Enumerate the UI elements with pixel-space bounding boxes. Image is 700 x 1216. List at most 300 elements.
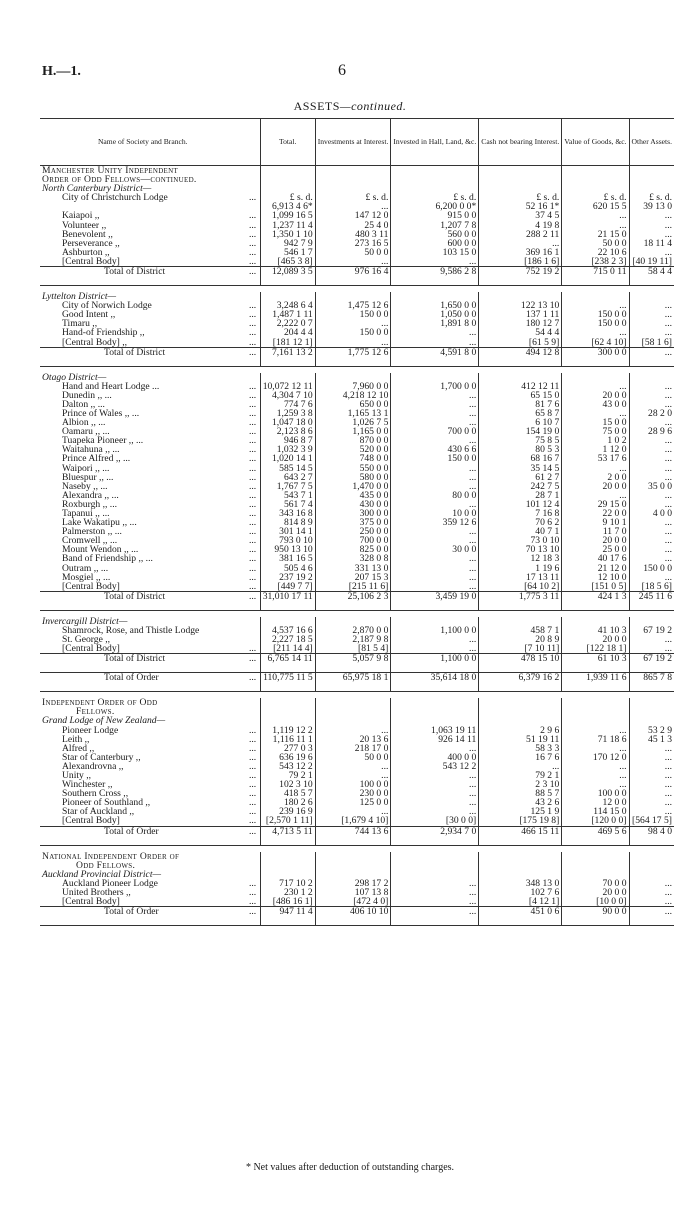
investments-cell: ... — [315, 338, 391, 348]
total-row — [40, 267, 674, 286]
invested-hall-cell — [391, 166, 479, 176]
cash-cell: 37 4 5 — [479, 211, 562, 220]
cash-cell: 125 1 9 — [479, 807, 562, 816]
investments-cell: 976 16 4 — [315, 267, 391, 286]
goods-cell: ... — [562, 328, 629, 337]
total-cell: 717 10 2 — [260, 879, 315, 888]
investments-cell: 65,975 18 1 — [315, 673, 391, 692]
branch-name: Bluespur ,, ... — [62, 471, 114, 483]
branch-name: Unity ,, — [62, 769, 92, 781]
total-row — [40, 347, 674, 366]
investments-cell — [315, 707, 391, 716]
invested-hall-cell: 80 0 0 — [391, 491, 479, 500]
invested-hall-cell: ... — [391, 464, 479, 473]
goods-cell: 715 0 11 — [562, 267, 629, 286]
cash-cell — [479, 698, 562, 707]
branch-name: Tapanui ,, ... — [62, 508, 110, 519]
branch-name: Band of Friendship ,, ... — [62, 553, 153, 565]
other-assets-cell: 18 11 4 — [629, 239, 674, 248]
leader-dots: ... — [246, 826, 261, 845]
investments-cell: ... — [315, 726, 391, 735]
cash-cell: [61 5 9] — [479, 338, 562, 348]
total-cell: [449 7 7] — [260, 582, 315, 592]
invested-hall-cell: ... — [391, 338, 479, 348]
total-cell: 942 7 9 — [260, 239, 315, 248]
total-cell: £ s. d. — [260, 193, 315, 202]
cash-cell: 478 15 10 — [479, 654, 562, 673]
other-assets-cell: ... — [629, 248, 674, 257]
total-cell: [486 16 1] — [260, 897, 315, 907]
goods-cell: ... — [562, 726, 629, 735]
goods-cell: 170 12 0 — [562, 753, 629, 762]
goods-cell: 61 10 3 — [562, 654, 629, 673]
branch-name: [Central Body] — [62, 580, 120, 592]
investments-cell: 1,470 0 0 — [315, 482, 391, 491]
total-cell: 4,537 16 6 — [260, 626, 315, 635]
investments-cell: 100 0 0 — [315, 780, 391, 789]
other-assets-cell: 98 4 0 — [629, 826, 674, 845]
goods-cell: 43 0 0 — [562, 400, 629, 409]
leader-dots: ... — [249, 751, 257, 763]
investments-cell: 218 17 0 — [315, 744, 391, 753]
branch-name: Dalton ,, ... — [62, 398, 105, 410]
other-assets-cell: [40 19 11] — [629, 257, 674, 267]
leader-dots: ... — [249, 489, 257, 501]
total-cell: 585 14 5 — [260, 464, 315, 473]
cash-cell: 70 6 2 — [479, 518, 562, 527]
leader-dots: ... — [249, 724, 257, 736]
investments-cell: 150 0 0 — [315, 328, 391, 337]
goods-cell: ... — [562, 744, 629, 753]
assets-table — [40, 118, 674, 926]
goods-cell: 70 0 0 — [562, 879, 629, 888]
invested-hall-cell: 35,614 18 0 — [391, 673, 479, 692]
invested-hall-cell: ... — [391, 807, 479, 816]
leader-dots: ... — [249, 228, 257, 240]
leader-dots: ... — [249, 453, 257, 465]
cash-cell — [479, 861, 562, 870]
column-header-goods: Value of Goods, &c. — [562, 119, 629, 166]
invested-hall-cell: ... — [391, 482, 479, 491]
invested-hall-cell: 543 12 2 — [391, 762, 479, 771]
table-row — [40, 328, 674, 337]
investments-cell: 1,475 12 6 — [315, 301, 391, 310]
investments-cell — [315, 698, 391, 707]
branch-name: Total of Order — [40, 907, 246, 926]
invested-hall-cell: ... — [391, 798, 479, 807]
goods-cell: 9 10 1 — [562, 518, 629, 527]
branch-name: Cromwell ,, ... — [62, 535, 118, 547]
cash-cell — [479, 707, 562, 716]
leader-dots: ... — [249, 327, 257, 339]
investments-cell: 700 0 0 — [315, 536, 391, 545]
other-assets-cell: 45 1 3 — [629, 735, 674, 744]
other-assets-cell: ... — [629, 464, 674, 473]
cash-cell: 73 0 10 — [479, 536, 562, 545]
table-row — [40, 771, 674, 780]
column-header-investments: Investments at Interest. — [315, 119, 391, 166]
other-assets-cell: ... — [629, 491, 674, 500]
other-assets-cell: ... — [629, 454, 674, 463]
total-cell: 505 4 6 — [260, 564, 315, 573]
invested-hall-cell: ... — [391, 582, 479, 592]
investments-cell: 825 0 0 — [315, 545, 391, 554]
branch-name: Tuapeka Pioneer ,, ... — [62, 435, 144, 447]
cash-cell: [186 1 6] — [479, 257, 562, 267]
total-cell: 1,119 12 2 — [260, 726, 315, 735]
other-assets-cell: ... — [629, 762, 674, 771]
leader-dots: ... — [249, 336, 257, 348]
investments-cell: 870 0 0 — [315, 436, 391, 445]
leader-dots: ... — [249, 896, 257, 907]
total-cell: 102 3 10 — [260, 780, 315, 789]
total-cell: 3,248 6 4 — [260, 301, 315, 310]
table-row — [40, 391, 674, 400]
other-assets-cell — [629, 698, 674, 707]
other-assets-cell — [629, 707, 674, 716]
total-cell — [260, 707, 315, 716]
table-body — [40, 166, 674, 926]
invested-hall-cell: 400 0 0 — [391, 753, 479, 762]
investments-cell: 150 0 0 — [315, 310, 391, 319]
investments-cell: 480 3 11 — [315, 230, 391, 239]
invested-hall-cell: ... — [391, 436, 479, 445]
cash-cell: 6,379 16 2 — [479, 673, 562, 692]
branch-name: Total of District — [40, 654, 246, 673]
invested-hall-cell: ... — [391, 527, 479, 536]
leader-dots: ... — [246, 673, 261, 692]
branch-name: Star of Auckland ,, — [62, 806, 135, 818]
table-row — [40, 445, 674, 454]
other-assets-cell: ... — [629, 301, 674, 310]
leader-dots: ... — [249, 877, 257, 889]
goods-cell: 29 15 0 — [562, 500, 629, 509]
investments-cell: 580 0 0 — [315, 473, 391, 482]
cash-cell: 2 9 6 — [479, 726, 562, 735]
goods-cell: [10 0 0] — [562, 897, 629, 907]
title-main: ASSETS — [293, 99, 340, 113]
total-cell: 204 4 4 — [260, 328, 315, 337]
invested-hall-cell: 600 0 0 — [391, 239, 479, 248]
other-assets-cell: [564 17 5] — [629, 816, 674, 826]
cash-cell: 16 7 6 — [479, 753, 562, 762]
table-row — [40, 248, 674, 257]
leader-dots: ... — [249, 471, 257, 483]
investments-cell: 1,165 13 1 — [315, 409, 391, 418]
other-assets-cell: 4 0 0 — [629, 509, 674, 518]
invested-hall-cell: 700 0 0 — [391, 427, 479, 436]
other-assets-cell: [58 1 6] — [629, 338, 674, 348]
invested-hall-cell: 2,934 7 0 — [391, 826, 479, 845]
investments-cell: 147 12 0 — [315, 211, 391, 220]
branch-name: Alexandra ,, ... — [62, 489, 119, 501]
other-assets-cell: ... — [629, 744, 674, 753]
cash-cell: 102 7 6 — [479, 888, 562, 897]
invested-hall-cell: 6,200 0 0* — [391, 202, 479, 211]
invested-hall-cell: ... — [391, 536, 479, 545]
cash-cell: 52 16 1* — [479, 202, 562, 211]
goods-cell: 40 17 6 — [562, 554, 629, 563]
goods-cell: £ s. d. — [562, 193, 629, 202]
cash-cell: 81 7 6 — [479, 400, 562, 409]
other-assets-cell: ... — [629, 319, 674, 328]
leader-dots: ... — [249, 815, 257, 827]
leader-dots: ... — [249, 806, 257, 818]
investments-cell: [472 4 0] — [315, 897, 391, 907]
goods-cell: 90 0 0 — [562, 907, 629, 926]
invested-hall-cell: ... — [391, 879, 479, 888]
other-assets-cell: ... — [629, 328, 674, 337]
total-cell — [260, 175, 315, 184]
branch-name: Dunedin ,, ... — [62, 389, 112, 401]
title-suffix: —continued. — [339, 99, 407, 113]
leader-dots: ... — [249, 462, 257, 474]
total-cell: 546 1 7 — [260, 248, 315, 257]
total-cell: 774 7 6 — [260, 400, 315, 409]
branch-name: [Central Body] — [62, 815, 120, 827]
cash-cell: 58 3 3 — [479, 744, 562, 753]
total-cell: [181 12 1] — [260, 338, 315, 348]
cash-cell: 65 8 7 — [479, 409, 562, 418]
leader-dots: ... — [249, 571, 257, 583]
invested-hall-cell: [30 0 0] — [391, 816, 479, 826]
leader-dots: ... — [249, 553, 257, 565]
table-row — [40, 301, 674, 310]
total-cell: 7,161 13 2 — [260, 347, 315, 366]
goods-cell: 150 0 0 — [562, 310, 629, 319]
other-assets-cell: 39 13 0 — [629, 202, 674, 211]
branch-name: Roxburgh ,, ... — [62, 498, 117, 510]
branch-name: Manchester Unity Independent — [42, 165, 179, 176]
total-row — [40, 591, 674, 610]
goods-cell: [238 2 3] — [562, 257, 629, 267]
cash-cell: [7 10 11] — [479, 644, 562, 654]
goods-cell: 41 10 3 — [562, 626, 629, 635]
leader-dots: ... — [249, 886, 257, 898]
branch-name: Invercargill District— — [42, 615, 128, 627]
total-cell — [260, 166, 315, 176]
branch-name: Lake Wakatipu ,, ... — [62, 517, 137, 529]
goods-cell: 21 12 0 — [562, 564, 629, 573]
leader-dots: ... — [246, 267, 261, 286]
branch-name: Southern Cross ,, — [62, 788, 129, 800]
goods-cell: 469 5 6 — [562, 826, 629, 845]
total-row — [40, 654, 674, 673]
branch-name: Kaiapoi ,, — [62, 210, 100, 222]
table-row — [40, 780, 674, 789]
goods-cell: 12 0 0 — [562, 798, 629, 807]
goods-cell: 75 0 0 — [562, 427, 629, 436]
total-cell: 1,116 11 1 — [260, 735, 315, 744]
invested-hall-cell: 1,650 0 0 — [391, 301, 479, 310]
goods-cell: [151 0 5] — [562, 582, 629, 592]
branch-name: Ashburton ,, — [62, 246, 110, 258]
total-cell: 230 1 2 — [260, 888, 315, 897]
other-assets-cell: ... — [629, 473, 674, 482]
goods-cell: ... — [562, 409, 629, 418]
other-assets-cell: ... — [629, 445, 674, 454]
total-cell: 301 14 1 — [260, 527, 315, 536]
invested-hall-cell: 359 12 6 — [391, 518, 479, 527]
other-assets-cell: ... — [629, 221, 674, 230]
leader-dots — [246, 852, 261, 861]
column-header-total: Total. — [260, 119, 315, 166]
goods-cell: ... — [562, 211, 629, 220]
total-cell: 950 13 10 — [260, 545, 315, 554]
leader-dots: ... — [249, 562, 257, 574]
goods-cell: ... — [562, 771, 629, 780]
total-cell: 1,099 16 5 — [260, 211, 315, 220]
total-cell: 1,487 1 11 — [260, 310, 315, 319]
goods-cell: 1 0 2 — [562, 436, 629, 445]
cash-cell: 180 12 7 — [479, 319, 562, 328]
total-cell: 1,350 1 10 — [260, 230, 315, 239]
goods-cell: [62 4 10] — [562, 338, 629, 348]
investments-cell: 300 0 0 — [315, 509, 391, 518]
other-assets-cell: ... — [629, 230, 674, 239]
goods-cell: 1,939 11 6 — [562, 673, 629, 692]
leader-dots: ... — [249, 733, 257, 745]
invested-hall-cell: 150 0 0 — [391, 454, 479, 463]
branch-name: Naseby ,, ... — [62, 480, 108, 492]
invested-hall-cell — [391, 852, 479, 861]
investments-cell: ... — [315, 257, 391, 267]
invested-hall-cell: 3,459 19 0 — [391, 591, 479, 610]
other-assets-cell: 28 2 0 — [629, 409, 674, 418]
investments-cell: 2,870 0 0 — [315, 626, 391, 635]
total-cell: 31,010 17 11 — [260, 591, 315, 610]
table-row — [40, 482, 674, 491]
cash-cell: 65 15 0 — [479, 391, 562, 400]
other-assets-cell: 53 2 9 — [629, 726, 674, 735]
branch-name: Winchester ,, — [62, 779, 113, 791]
branch-name: Leith ,, — [62, 733, 90, 745]
invested-hall-cell: 1,891 8 0 — [391, 319, 479, 328]
investments-cell: 2,187 9 8 — [315, 635, 391, 644]
branch-name: Hand and Heart Lodge ... — [62, 380, 160, 392]
invested-hall-cell: 4,591 8 0 — [391, 347, 479, 366]
leader-dots: ... — [246, 907, 261, 926]
invested-hall-cell: ... — [391, 554, 479, 563]
leader-dots: ... — [249, 309, 257, 321]
other-assets-cell: ... — [629, 418, 674, 427]
cash-cell: 80 5 3 — [479, 445, 562, 454]
branch-name: North Canterbury District— — [42, 183, 152, 195]
branch-name: Order of Odd Fellows—continued. — [42, 174, 197, 186]
goods-cell: 620 15 5 — [562, 202, 629, 211]
cash-cell: ... — [479, 239, 562, 248]
other-assets-cell: ... — [629, 545, 674, 554]
goods-cell: 22 10 6 — [562, 248, 629, 257]
table-row — [40, 454, 674, 463]
leader-dots: ... — [249, 318, 257, 330]
goods-cell: 20 0 0 — [562, 635, 629, 644]
table-row — [40, 310, 674, 319]
invested-hall-cell — [391, 175, 479, 184]
other-assets-cell — [629, 852, 674, 861]
leader-dots — [246, 861, 261, 870]
cash-cell: 752 19 2 — [479, 267, 562, 286]
cash-cell: 1,775 3 11 — [479, 591, 562, 610]
other-assets-cell: ... — [629, 536, 674, 545]
table-row — [40, 464, 674, 473]
branch-name: Total of Order — [40, 826, 246, 845]
other-assets-cell: ... — [629, 888, 674, 897]
cash-cell: 122 13 10 — [479, 301, 562, 310]
invested-hall-cell: ... — [391, 400, 479, 409]
branch-name: City of Christchurch Lodge — [62, 192, 168, 204]
investments-cell: 107 13 8 — [315, 888, 391, 897]
leader-dots: ... — [249, 788, 257, 800]
leader-dots: ... — [246, 654, 261, 673]
cash-cell: 6 10 7 — [479, 418, 562, 427]
goods-cell: 11 7 0 — [562, 527, 629, 536]
other-assets-cell: 58 4 4 — [629, 267, 674, 286]
table-row — [40, 762, 674, 771]
branch-name: Waipori ,, ... — [62, 462, 110, 474]
column-header-other: Other Assets. — [629, 119, 674, 166]
goods-cell: ... — [562, 382, 629, 391]
other-assets-cell: ... — [629, 879, 674, 888]
branch-name: Total of District — [40, 591, 246, 610]
goods-cell: 150 0 0 — [562, 319, 629, 328]
district-heading-row — [40, 716, 674, 725]
investments-cell — [315, 852, 391, 861]
invested-hall-cell: 1,063 19 11 — [391, 726, 479, 735]
page-number: 6 — [338, 62, 346, 79]
leader-dots: ... — [249, 426, 257, 438]
branch-name: St. George ,, — [62, 634, 111, 646]
branch-name: Prince of Wales ,, ... — [62, 407, 140, 419]
table-header-row — [40, 119, 674, 166]
other-assets-cell: ... — [629, 798, 674, 807]
branch-name: Albion ,, ... — [62, 417, 106, 429]
investments-cell: 4,218 12 10 — [315, 391, 391, 400]
other-assets-cell: ... — [629, 391, 674, 400]
investments-cell: [215 11 6] — [315, 582, 391, 592]
total-cell: 180 2 6 — [260, 798, 315, 807]
leader-dots: ... — [249, 517, 257, 529]
branch-name: Pioneer of Southland ,, — [62, 797, 151, 809]
investments-cell: £ s. d. — [315, 193, 391, 202]
table-row — [40, 753, 674, 762]
investments-cell: 298 17 2 — [315, 879, 391, 888]
leader-dots: ... — [249, 535, 257, 547]
other-assets-cell: ... — [629, 347, 674, 366]
branch-name: Outram ,, ... — [62, 562, 109, 574]
branch-name: Alfred ,, — [62, 742, 95, 754]
table-row — [40, 436, 674, 445]
investments-cell: ... — [315, 762, 391, 771]
invested-hall-cell: 1,100 0 0 — [391, 654, 479, 673]
cash-cell: 43 2 6 — [479, 798, 562, 807]
other-assets-cell: [18 5 6] — [629, 582, 674, 592]
leader-dots: ... — [246, 591, 261, 610]
total-cell: 381 16 5 — [260, 554, 315, 563]
branch-name: Auckland Pioneer Lodge — [62, 877, 158, 889]
leader-dots: ... — [249, 255, 257, 267]
investments-cell: 50 0 0 — [315, 248, 391, 257]
goods-cell: 424 1 3 — [562, 591, 629, 610]
total-cell: 1,047 18 0 — [260, 418, 315, 427]
total-row — [40, 673, 674, 692]
branch-name: Fellows. — [76, 706, 115, 718]
goods-cell: [122 18 1] — [562, 644, 629, 654]
invested-hall-cell: 1,207 7 8 — [391, 221, 479, 230]
leader-dots: ... — [249, 210, 257, 222]
other-assets-cell: 245 11 6 — [629, 591, 674, 610]
total-cell: 543 12 2 — [260, 762, 315, 771]
